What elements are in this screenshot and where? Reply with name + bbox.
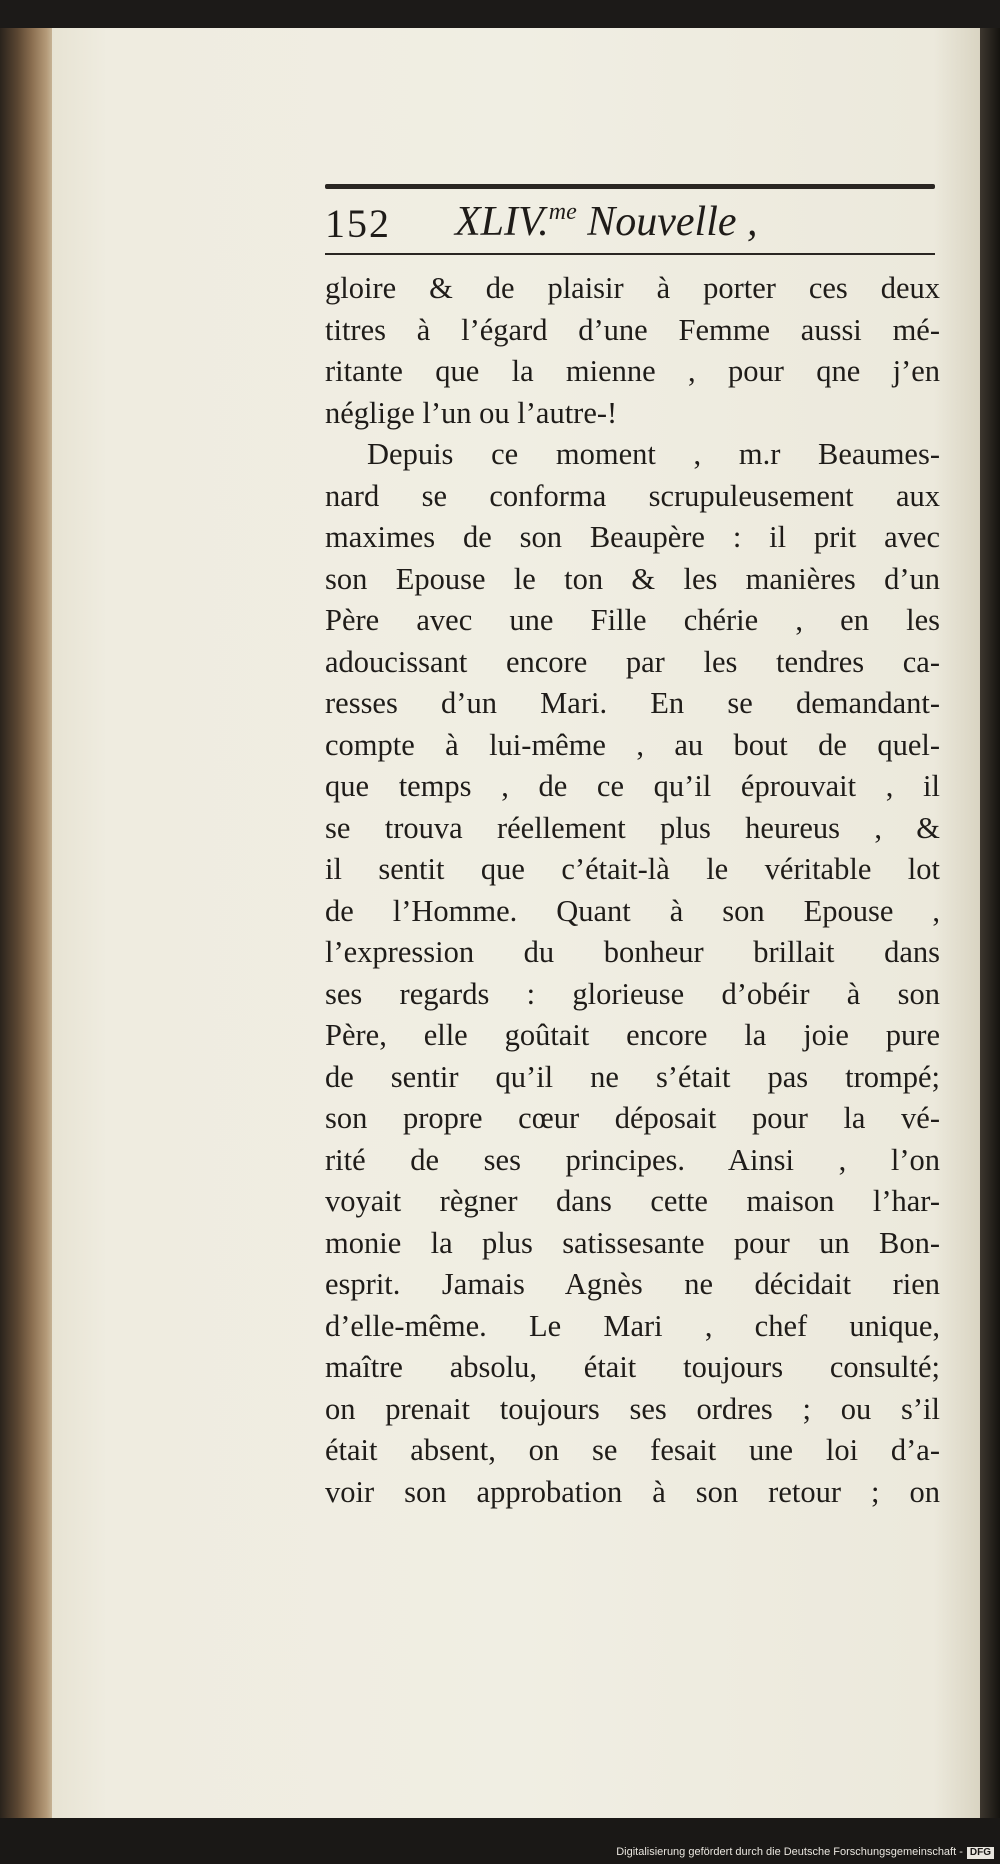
text-line: gloire & de plaisir à porter ces deux [325, 271, 940, 305]
book-edge [0, 28, 58, 1818]
text-line: il sentit que c’était-là le véritable lot [325, 852, 940, 886]
text-line: Père avec une Fille chérie , en les [325, 603, 940, 637]
text-line: Père, elle goûtait encore la joie pure [325, 1018, 940, 1052]
text-line: d’elle-même. Le Mari , chef unique, [325, 1308, 940, 1343]
page-shadow [980, 28, 1000, 1818]
text-line: de l’Homme. Quant à son Epouse , [325, 893, 940, 928]
running-title-main: XLIV. [455, 199, 549, 245]
text-line: nard se conforma scrupuleusement aux [325, 478, 940, 513]
text-line: titres à l’égard d’une Femme aussi mé- [325, 312, 940, 347]
dfg-logo: DFG [967, 1847, 994, 1859]
text-line: monie la plus satissesante pour un Bon- [325, 1225, 940, 1260]
text-line: de sentir qu’il ne s’était pas trompé; [325, 1059, 940, 1094]
text-line: compte à lui-même , au bout de quel- [325, 727, 940, 762]
text-line: Depuis ce moment , m.r Beaumes- [367, 437, 940, 471]
text-line: rité de ses principes. Ainsi , l’on [325, 1142, 940, 1177]
text-line: ses regards : glorieuse d’obéir à son [325, 976, 940, 1011]
text-line: on prenait toujours ses ordres ; ou s’il [325, 1391, 940, 1426]
header-rule-top [325, 184, 935, 189]
text-line: se trouva réellement plus heureus , & [325, 810, 940, 845]
text-line: resses d’un Mari. En se demandant- [325, 686, 940, 720]
text-line: l’expression du bonheur brillait dans [325, 935, 940, 969]
text-line: son Epouse le ton & les manières d’un [325, 561, 940, 596]
header-rule-bottom [325, 253, 935, 255]
text-line: ritante que la mienne , pour qne j’en [325, 354, 940, 388]
page-header [325, 196, 935, 252]
text-line: son propre cœur déposait pour la vé- [325, 1101, 940, 1135]
text-line: était absent, on se fesait une loi d’a- [325, 1433, 940, 1467]
digitization-credit [616, 1846, 994, 1859]
body-text [325, 268, 940, 1513]
running-title-superscript: me [548, 199, 577, 225]
text-line: maître absolu, était toujours consulté; [325, 1350, 940, 1384]
text-line: voir son approbation à son retour ; on [325, 1474, 940, 1509]
text-line: néglige l’un ou l’autre-! [325, 395, 618, 430]
text-line: maximes de son Beaupère : il prit avec [325, 520, 940, 554]
text-line: esprit. Jamais Agnès ne décidait rien [325, 1267, 940, 1301]
credit-text: Digitalisierung gefördert durch die Deutsche Forschungsgemeinschaft - [616, 1846, 963, 1858]
page-number: 152 [325, 201, 391, 246]
running-title [455, 198, 758, 246]
text-line: adoucissant encore par les tendres ca- [325, 644, 940, 679]
running-title-rest: Nouvelle , [576, 199, 758, 245]
text-line: que temps , de ce qu’il éprouvait , il [325, 769, 940, 803]
text-line: voyait règner dans cette maison l’har- [325, 1184, 940, 1218]
